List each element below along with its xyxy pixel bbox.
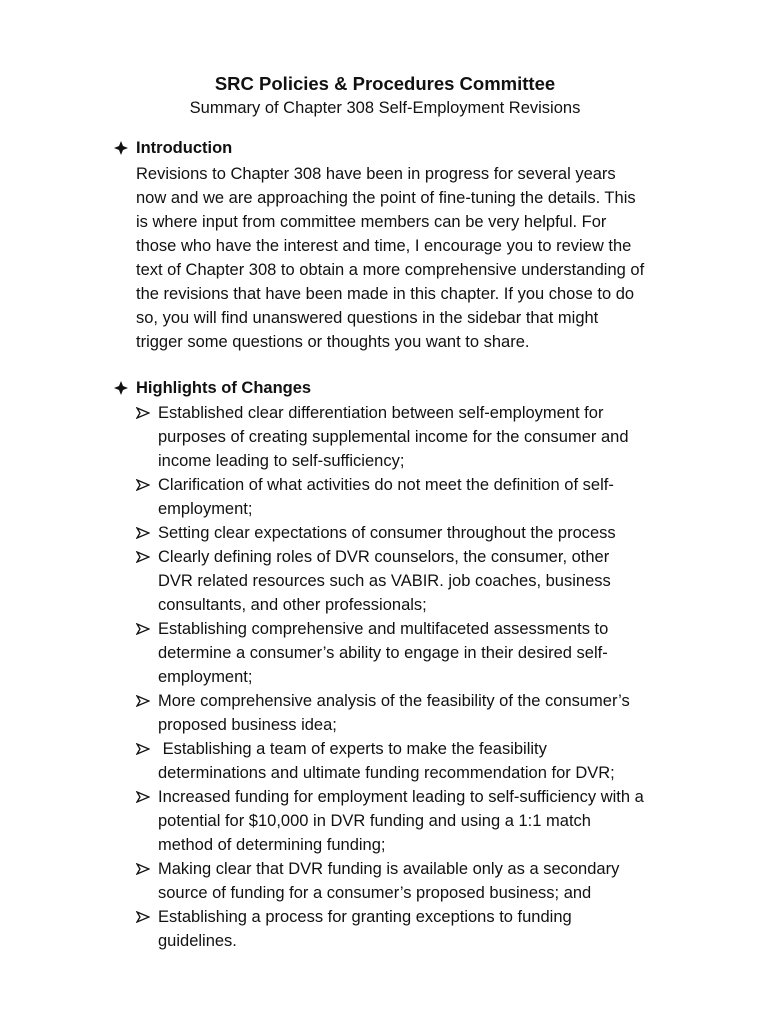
paragraph-line: trigger some questions or thoughts you want to share.: [136, 333, 530, 351]
list-item-line: Established clear differentiation between self-employment for: [158, 404, 604, 422]
arrow-bullet-icon: [136, 623, 150, 635]
arrow-bullet-icon: [136, 911, 150, 923]
list-item-line: employment;: [158, 500, 253, 518]
paragraph-line: is where input from committee members can be very helpful. For: [136, 213, 607, 231]
list-item-line: Increased funding for employment leading to self-sufficiency with a: [158, 788, 644, 806]
list-item-line: Establishing a process for granting exceptions to funding: [158, 908, 572, 926]
list-item-line: Clearly defining roles of DVR counselors, the consumer, other: [158, 548, 610, 566]
list-item-line: method of determining funding;: [158, 836, 386, 854]
list-item: [136, 545, 696, 617]
paragraph-line: the revisions that have been made in this chapter. If you chose to do: [136, 285, 635, 303]
list-item: [136, 689, 696, 737]
arrow-bullet-icon: [136, 479, 150, 491]
list-item: [136, 473, 696, 521]
list-item: [136, 857, 696, 905]
list-item-line: employment;: [158, 668, 253, 686]
arrow-bullet-icon: [136, 863, 150, 875]
list-item-line: More comprehensive analysis of the feasibility of the consumer’s: [158, 692, 630, 710]
list-item-line: income leading to self-sufficiency;: [158, 452, 405, 470]
list-item-line: determine a consumer’s ability to engage in their desired self-: [158, 644, 608, 662]
list-item: [136, 905, 696, 953]
paragraph-line: now and we are approaching the point of fine-tuning the details. This: [136, 189, 636, 207]
introduction-paragraph: [136, 162, 696, 354]
list-item: [136, 737, 696, 785]
arrow-bullet-icon: [136, 551, 150, 563]
list-item-line: determinations and ultimate funding recommendation for DVR;: [158, 764, 615, 782]
paragraph-line: so, you will find unanswered questions in the sidebar that might: [136, 309, 599, 327]
list-item-line: purposes of creating supplemental income for the consumer and: [158, 428, 629, 446]
arrow-bullet-icon: [136, 695, 150, 707]
list-item-line: potential for $10,000 in DVR funding and using a 1:1 match: [158, 812, 591, 830]
introduction-heading: [114, 136, 232, 160]
highlights-list: [136, 401, 696, 953]
highlights-heading: [114, 376, 311, 400]
list-item-line: Establishing a team of experts to make the feasibility: [158, 740, 547, 758]
highlights-heading-text: Highlights of Changes: [136, 379, 312, 397]
arrow-bullet-icon: [136, 743, 150, 755]
list-item: [136, 521, 696, 545]
paragraph-line: those who have the interest and time, I encourage you to review the: [136, 237, 632, 255]
list-item-line: guidelines.: [158, 932, 237, 950]
document-subtitle: Summary of Chapter 308 Self-Employment Revisions: [189, 99, 581, 117]
list-item-line: consultants, and other professionals;: [158, 596, 427, 614]
diamond-bullet-icon: [114, 136, 136, 160]
list-item: [136, 785, 696, 857]
list-item-line: source of funding for a consumer’s proposed business; and: [158, 884, 592, 902]
document-title: SRC Policies & Procedures Committee: [214, 73, 556, 94]
list-item-line: Clarification of what activities do not meet the definition of self-: [158, 476, 614, 494]
list-item-line: proposed business idea;: [158, 716, 337, 734]
diamond-bullet-icon: [114, 376, 136, 400]
list-item-line: Establishing comprehensive and multifaceted assessments to: [158, 620, 609, 638]
list-item: [136, 617, 696, 689]
list-item: [136, 401, 696, 473]
arrow-bullet-icon: [136, 527, 150, 539]
introduction-heading-text: Introduction: [136, 139, 233, 157]
paragraph-line: Revisions to Chapter 308 have been in progress for several years: [136, 165, 616, 183]
list-item-line: Setting clear expectations of consumer throughout the process: [158, 524, 616, 542]
arrow-bullet-icon: [136, 407, 150, 419]
arrow-bullet-icon: [136, 791, 150, 803]
list-item-line: DVR related resources such as VABIR. job coaches, business: [158, 572, 611, 590]
paragraph-line: text of Chapter 308 to obtain a more comprehensive understanding of: [136, 261, 645, 279]
list-item-line: Making clear that DVR funding is available only as a secondary: [158, 860, 620, 878]
